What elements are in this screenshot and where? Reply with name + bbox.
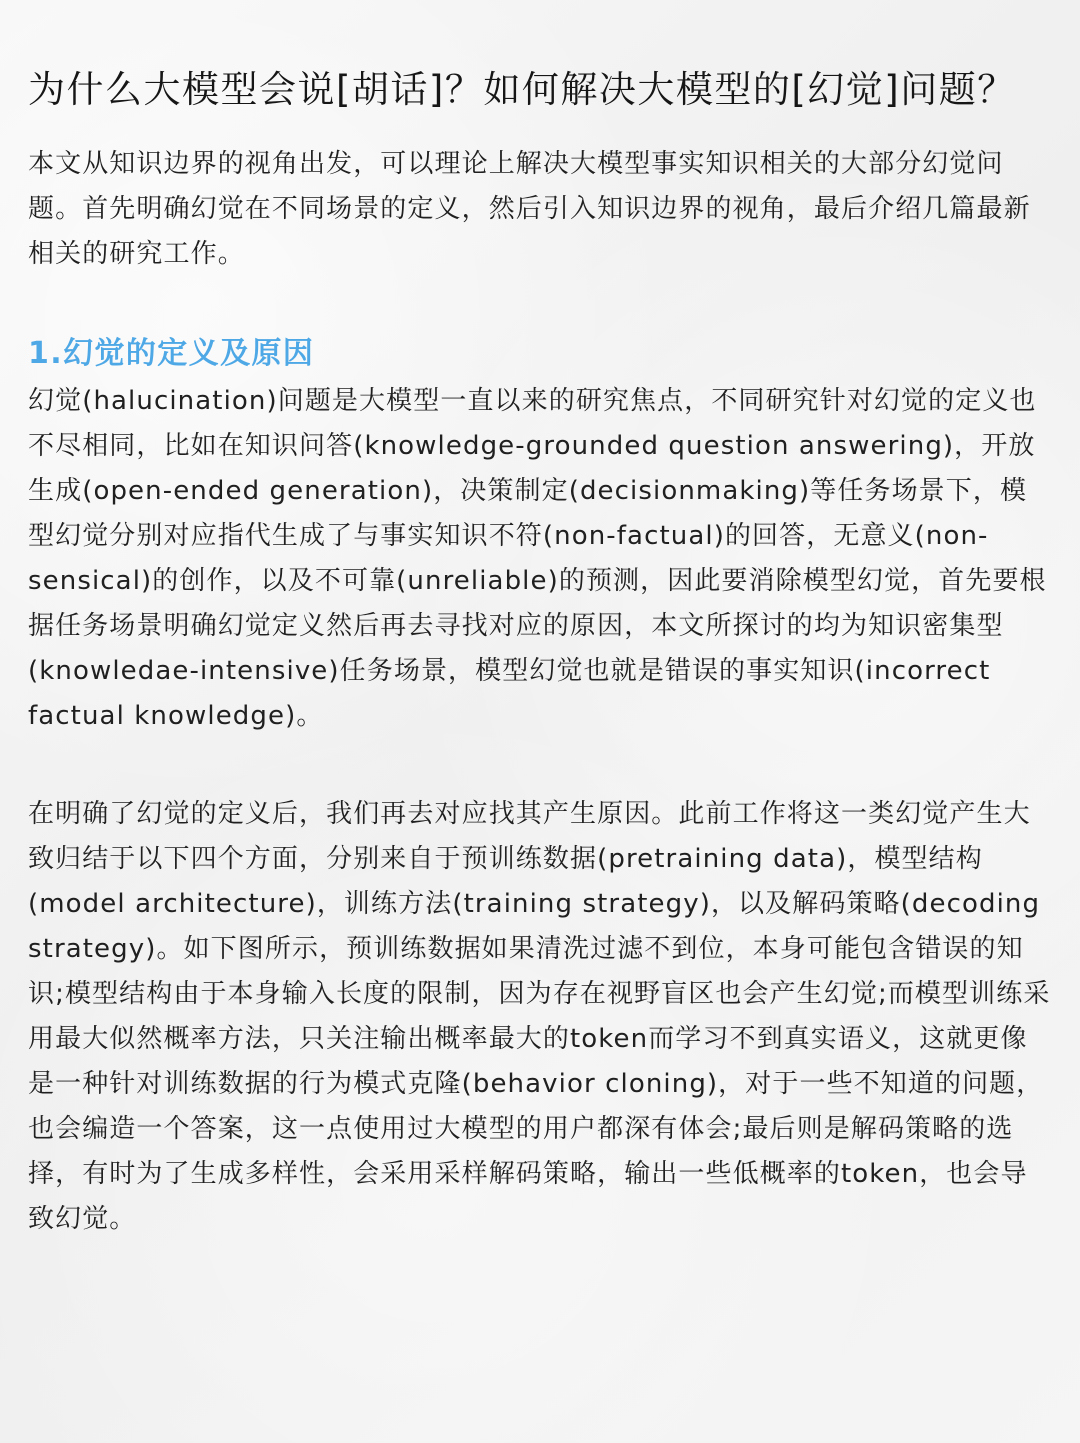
section-paragraph-2: 在明确了幻觉的定义后，我们再去对应找其产生原因。此前工作将这一类幻觉产生大致归结于以下四个方面，分别来自于预训练数据(pretraining data)，模型结构(model architecture)，训练方法(training strategy)，以及解码策略(decoding strategy)。如下图所示，预训练数据如果清洗过滤不到位，本身可能包含错误的知识;模型结构由于本身输入长度的限制，因为存在视野盲区也会产生幻觉;而模型训练采用最大似然概率方法，只关注输出概率最大的token而学习不到真实语义，这就更像是一种针对训练数据的行为模式克隆(behavior cloning)，对于一些不知道的问题，也会编造一个答案，这一点使用过大模型的用户都深有体会;最后则是解码策略的选择，有时为了生成多样性，会采用采样解码策略，输出一些低概率的token，也会导致幻觉。	[28, 799, 1051, 1234]
article-title: 为什么大模型会说[胡话]？如何解决大模型的[幻觉]问题？	[28, 68, 1016, 111]
section-heading: 1.幻觉的定义及原因	[28, 336, 315, 371]
intro-paragraph: 本文从知识边界的视角出发，可以理论上解决大模型事实知识相关的大部分幻觉问题。首先明确幻觉在不同场景的定义，然后引入知识边界的视角，最后介绍几篇最新相关的研究工作。	[28, 149, 1031, 269]
section-paragraph-1: 幻觉(halucination)问题是大模型一直以来的研究焦点，不同研究针对幻觉的定义也不尽相同，比如在知识问答(knowledge-grounded question answering)，开放生成(open-ended generation)，决策制定(decisionmaking)等任务场景下，模型幻觉分别对应指代生成了与事实知识不符(non-factual)的回答，无意义(non-sensical)的创作，以及不可靠(unreliable)的预测，因此要消除模型幻觉，首先要根据任务场景明确幻觉定义然后再去寻找对应的原因，本文所探讨的均为知识密集型(knowledae-intensive)任务场景，模型幻觉也就是错误的事实知识(incorrect factual knowledge)。	[28, 386, 1047, 731]
